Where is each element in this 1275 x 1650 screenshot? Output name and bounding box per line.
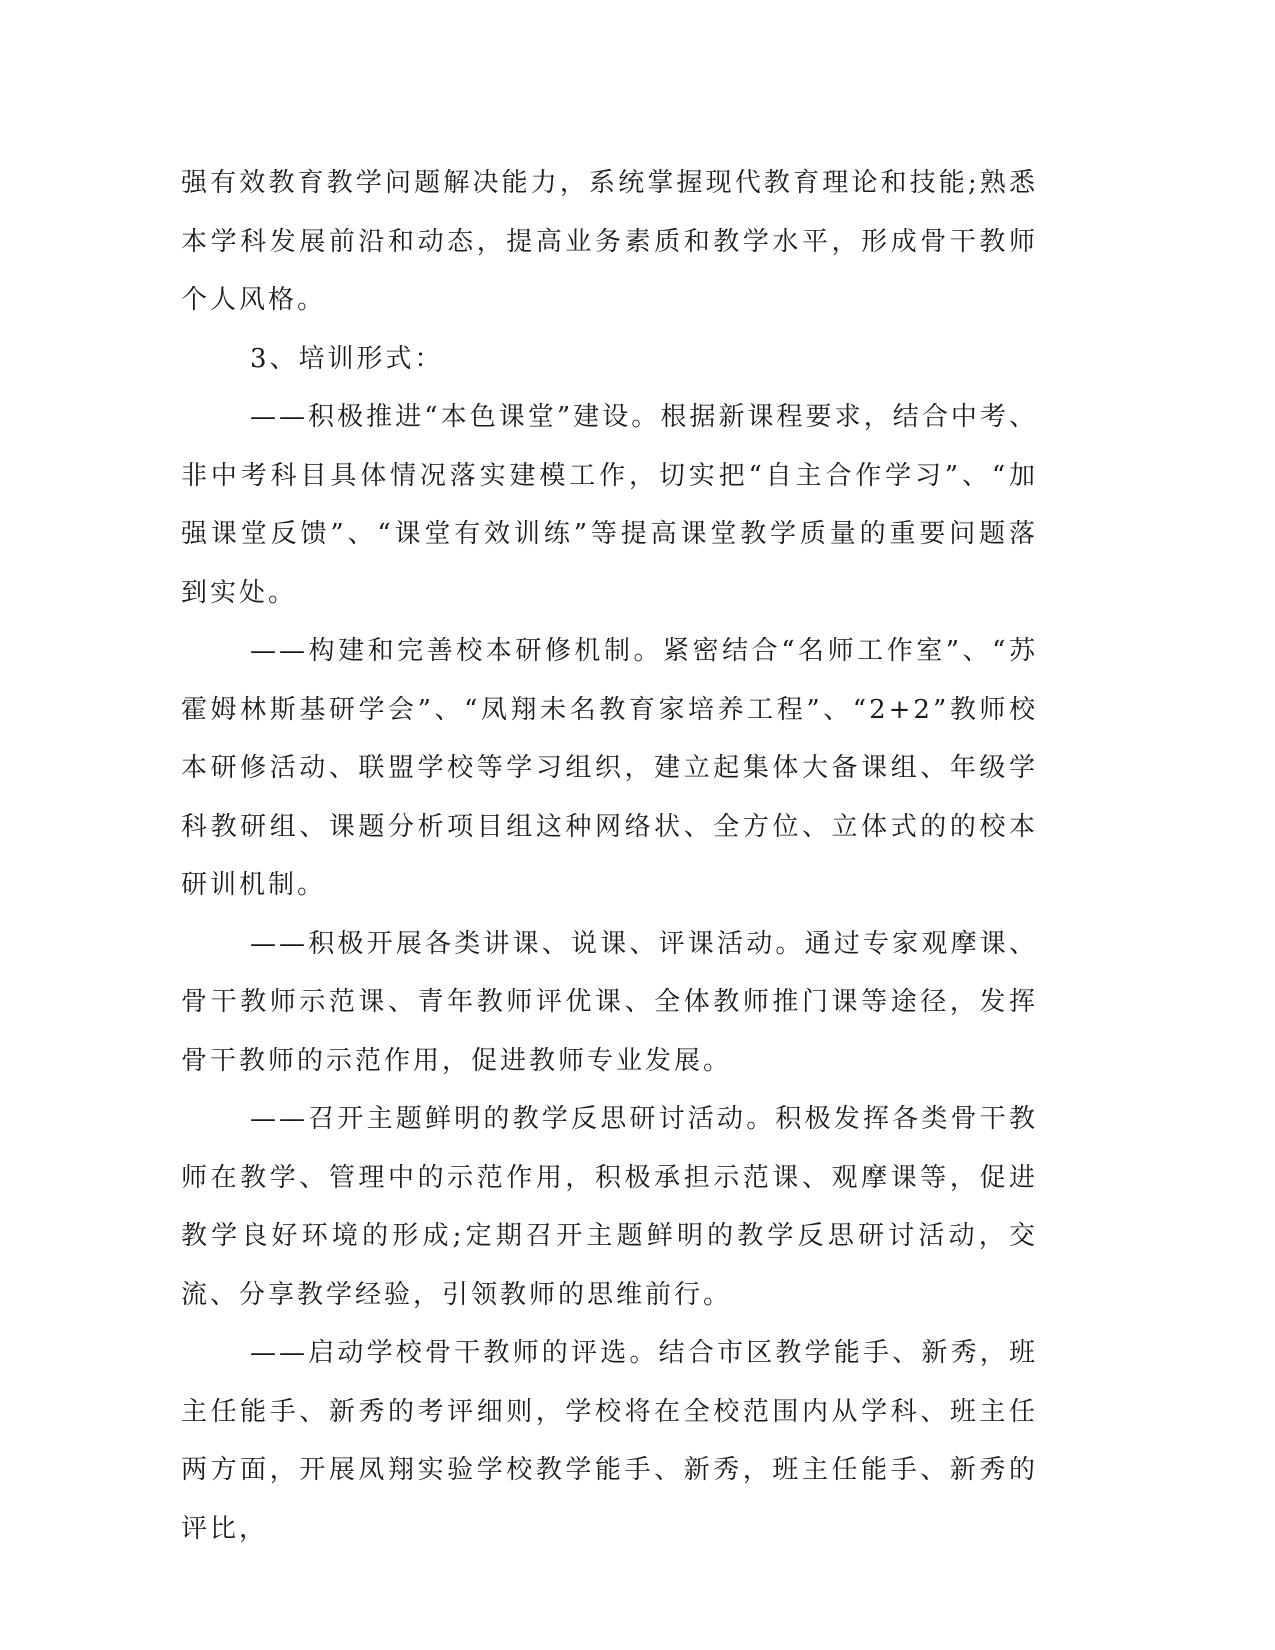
paragraph-reflection-seminars: ——召开主题鲜明的教学反思研讨活动。积极发挥各类骨干教师在教学、管理中的示范作用，积极承担示范课、观摩课等，促进教学良好环境的形成;定期召开主题鲜明的教学反思研讨活动，交流、分享教学经验，引领教师的思维前行。 xyxy=(181,1104,1038,1310)
document-body xyxy=(181,154,1038,1558)
paragraph-teacher-selection: ——启动学校骨干教师的评选。结合市区教学能手、新秀，班主任能手、新秀的考评细则，学校将在全校范围内从学科、班主任两方面，开展凤翔实验学校教学能手、新秀，班主任能手、新秀的评比， xyxy=(181,1338,1038,1544)
paragraph-lecture-activities: ——积极开展各类讲课、说课、评课活动。通过专家观摩课、骨干教师示范课、青年教师评优课、全体教师推门课等途径，发挥骨干教师的示范作用，促进教师专业发展。 xyxy=(181,928,1038,1076)
paragraph-classroom-construction: ——积极推进“本色课堂”建设。根据新课程要求，结合中考、非中考科目具体情况落实建模工作，切实把“自主合作学习”、“加强课堂反馈”、“课堂有效训练”等提高课堂教学质量的重要问题落到实处。 xyxy=(181,402,1038,608)
paragraph-school-research-mechanism: ——构建和完善校本研修机制。紧密结合“名师工作室”、“苏霍姆林斯基研学会”、“凤翔未名教育家培养工程”、“2+2”教师校本研修活动、联盟学校等学习组织，建立起集体大备课组、年级学科教研组、课题分析项目组这种网络状、全方位、立体式的的校本研训机制。 xyxy=(181,636,1038,900)
section-heading-training-format: 3、培训形式： xyxy=(250,343,444,374)
paragraph-continuation: 强有效教育教学问题解决能力，系统掌握现代教育理论和技能;熟悉本学科发展前沿和动态，提高业务素质和教学水平，形成骨干教师个人风格。 xyxy=(181,168,1038,315)
